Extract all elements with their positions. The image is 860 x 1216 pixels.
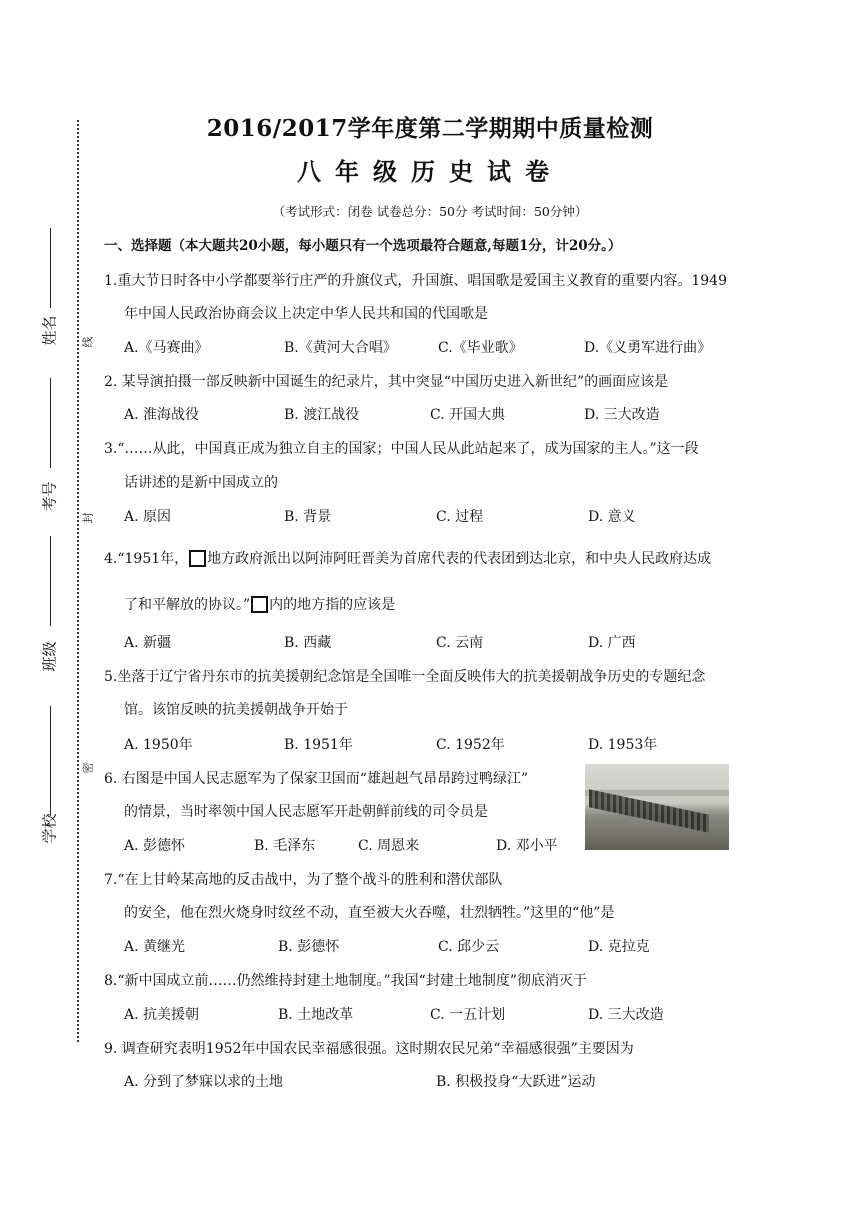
q8-option-a: A. 抗美援朝 <box>124 1007 200 1023</box>
q1-option-d: D.《义勇军进行曲》 <box>584 340 712 356</box>
q3-option-d: D. 意义 <box>588 509 636 525</box>
exam-number-blank-line <box>50 378 51 468</box>
q6-option-b: B. 毛泽东 <box>254 838 316 854</box>
q4-stem-line1 <box>104 548 711 568</box>
q4-blank-box <box>189 550 206 567</box>
q5-stem-line2: 馆。该馆反映的抗美援朝战争开始于 <box>124 702 348 718</box>
q2-option-b: B. 渡江战役 <box>284 407 360 423</box>
section-title: 一、选择题（本大题共20小题，每小题只有一个选项最符合题意,每题1分，计20分。） <box>104 238 622 254</box>
q1-option-a: A.《马赛曲》 <box>124 340 209 356</box>
exam-number-label: 考号 <box>40 481 59 512</box>
q8-option-c: C. 一五计划 <box>430 1007 506 1023</box>
q4-stem-part4: 内的地方指的应该是 <box>269 597 396 613</box>
q7-stem-line2: 的安全，他在烈火烧身时纹丝不动，直至被大火吞噬，壮烈牺牲。”这里的“他”是 <box>124 905 615 921</box>
seal-mark-seal: 封 <box>81 512 95 524</box>
seal-mark-line: 线 <box>81 336 95 348</box>
q4-blank-box <box>251 596 268 613</box>
q5-option-c: C. 1952年 <box>436 737 505 753</box>
binding-dotted-line <box>77 120 79 1042</box>
q8-option-b: B. 土地改革 <box>278 1007 354 1023</box>
q4-option-d: D. 广西 <box>588 635 636 651</box>
q4-stem-part1: 4.“1951年， <box>104 551 189 567</box>
q7-option-a: A. 黄继光 <box>124 939 186 955</box>
q7-option-c: C. 邱少云 <box>438 939 500 955</box>
q3-stem-line2: 话讲述的是新中国成立的 <box>124 475 278 491</box>
q5-stem-line1: 5.坐落于辽宁省丹东市的抗美援朝纪念馆是全国唯一全面反映伟大的抗美援朝战争历史的专题纪念 <box>104 669 706 685</box>
q3-option-c: C. 过程 <box>436 509 484 525</box>
q9-option-a: A. 分到了梦寐以求的土地 <box>124 1074 284 1090</box>
exam-info: （考试形式：闭卷 试卷总分：50分 考试时间：50分钟） <box>272 204 588 219</box>
q4-option-c: C. 云南 <box>436 635 484 651</box>
q4-option-a: A. 新疆 <box>124 635 172 651</box>
q4-option-b: B. 西藏 <box>284 635 332 651</box>
q5-option-d: D. 1953年 <box>588 737 658 753</box>
school-label: 学校 <box>40 813 59 844</box>
volunteer-army-crossing-photo <box>585 764 729 850</box>
q5-option-b: B. 1951年 <box>284 737 353 753</box>
q5-option-a: A. 1950年 <box>124 737 193 753</box>
name-label: 姓名 <box>40 315 59 346</box>
q2-stem: 2. 某导演拍摄一部反映新中国诞生的纪录片，其中突显“中国历史进入新世纪”的画面应该是 <box>104 374 669 390</box>
q7-option-d: D. 克拉克 <box>588 939 650 955</box>
q2-option-d: D. 三大改造 <box>584 407 660 423</box>
exam-title: 2016/2017学年度第二学期期中质量检测 <box>206 115 654 142</box>
q2-option-c: C. 开国大典 <box>430 407 506 423</box>
class-blank-line <box>50 536 51 626</box>
exam-subtitle: 八年级历史试卷 <box>297 157 563 186</box>
q9-option-b: B. 积极投身“大跃进”运动 <box>436 1074 596 1090</box>
q1-stem-line1: 1.重大节日时各中小学都要举行庄严的升旗仪式，升国旗、唱国歌是爱国主义教育的重要内容。1949 <box>104 273 727 289</box>
q6-option-c: C. 周恩来 <box>358 838 420 854</box>
seal-mark-secret: 密 <box>81 762 95 774</box>
q6-option-d: D. 邓小平 <box>496 838 558 854</box>
q6-option-a: A. 彭德怀 <box>124 838 186 854</box>
q4-stem-part3: 了和平解放的协议。” <box>124 597 251 613</box>
q1-option-b: B.《黄河大合唱》 <box>284 340 397 356</box>
q3-stem-line1: 3.“……从此，中国真正成为独立自主的国家；中国人民从此站起来了，成为国家的主人。”这一段 <box>104 441 699 457</box>
q9-stem: 9. 调查研究表明1952年中国农民幸福感很强。这时期农民兄弟“幸福感很强”主要因为 <box>104 1041 634 1057</box>
q7-option-b: B. 彭德怀 <box>278 939 340 955</box>
class-label: 班级 <box>40 641 59 672</box>
q3-option-b: B. 背景 <box>284 509 332 525</box>
q2-option-a: A. 淮海战役 <box>124 407 200 423</box>
q6-stem-line2: 的情景，当时率领中国人民志愿军开赴朝鲜前线的司令员是 <box>124 804 488 820</box>
q6-stem-line1: 6. 右图是中国人民志愿军为了保家卫国而“雄赳赳气昂昂跨过鸭绿江” <box>104 771 529 787</box>
q8-option-d: D. 三大改造 <box>588 1007 664 1023</box>
q8-stem: 8.“新中国成立前……仍然维持封建土地制度。”我国“封建土地制度”彻底消灭于 <box>104 973 587 989</box>
q4-stem-line2 <box>124 594 395 614</box>
q1-stem-line2: 年中国人民政治协商会议上决定中华人民共和国的代国歌是 <box>124 306 488 322</box>
q4-stem-part2: 地方政府派出以阿沛阿旺晋美为首席代表的代表团到达北京，和中央人民政府达成 <box>207 551 712 567</box>
q3-option-a: A. 原因 <box>124 509 172 525</box>
q1-option-c: C.《毕业歌》 <box>438 340 523 356</box>
q7-stem-line1: 7.“在上甘岭某高地的反击战中，为了整个战斗的胜利和潜伏部队 <box>104 872 503 888</box>
name-blank-line <box>50 228 51 308</box>
school-blank-line <box>50 706 51 816</box>
